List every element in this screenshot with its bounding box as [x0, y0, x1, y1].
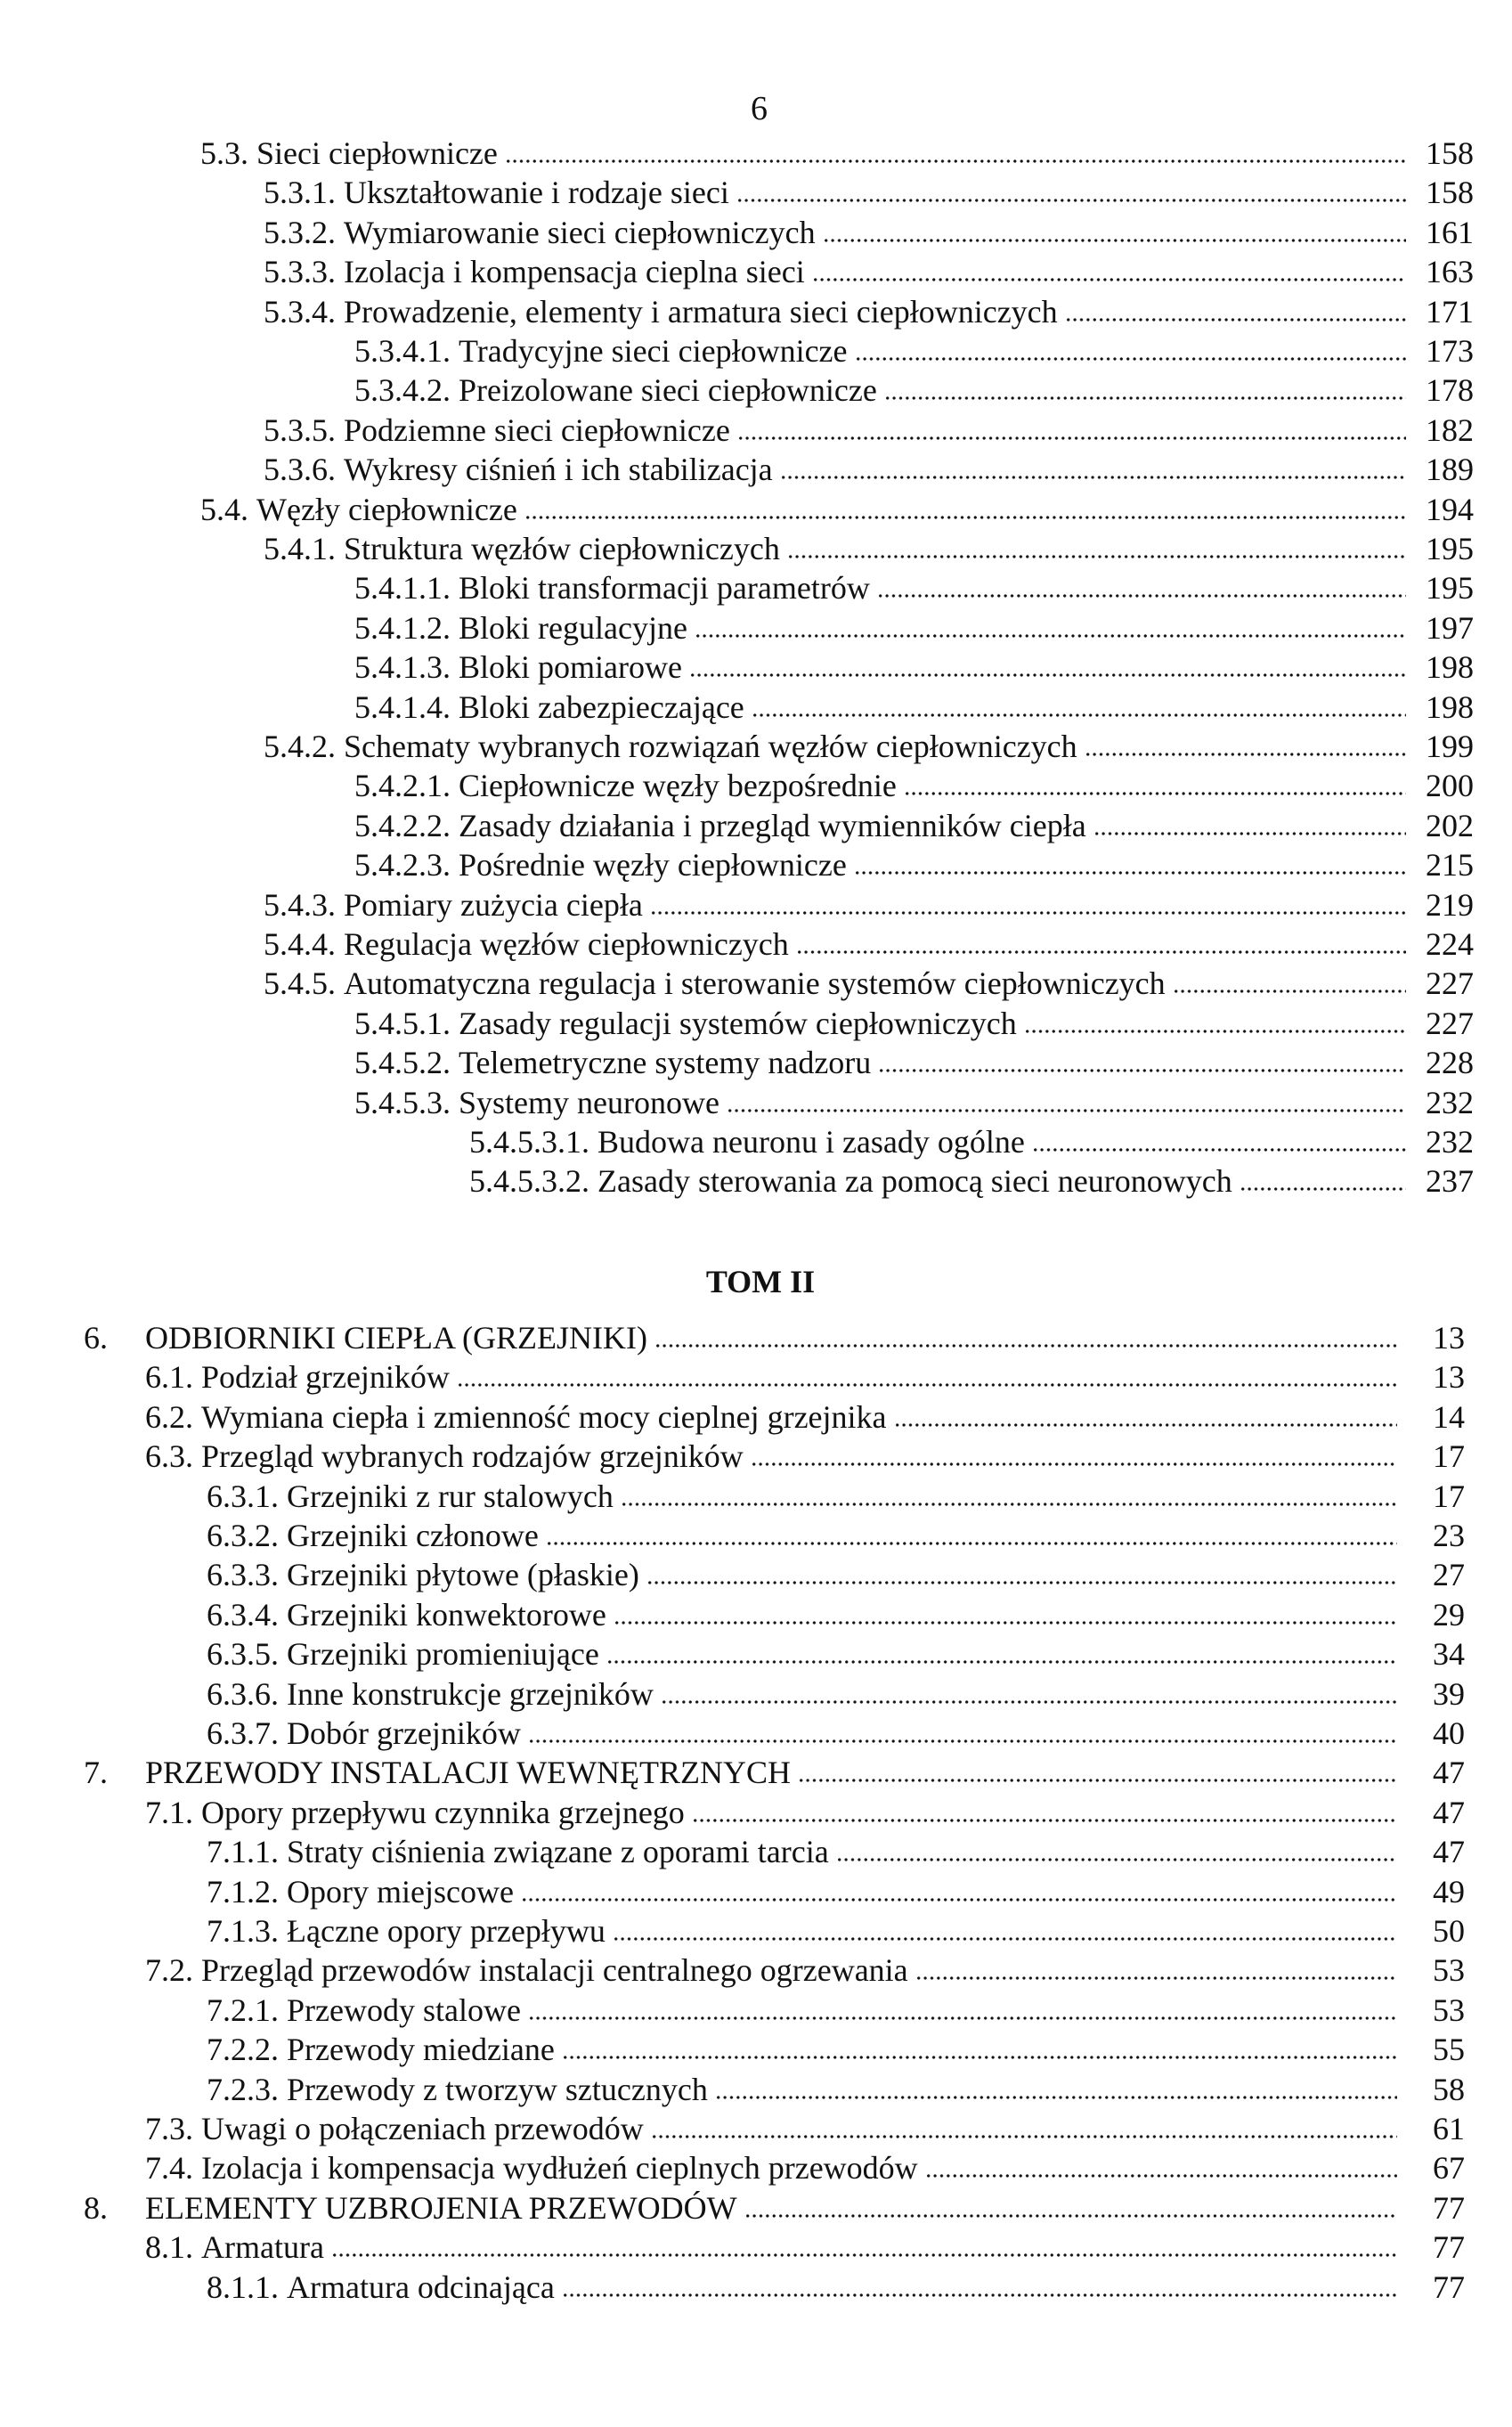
entry-title: PRZEWODY INSTALACJI WEWNĘTRZNYCH — [145, 1755, 792, 1791]
dot-leader — [528, 1994, 1397, 2021]
entry-title: Armatura — [201, 2229, 324, 2266]
toc-entry[interactable] — [145, 2109, 1465, 2148]
entry-title: Bloki transformacji parametrów — [459, 570, 870, 607]
entry-number: 5.4.1.2. — [354, 609, 451, 646]
entry-number: 6.3.1. — [207, 1478, 279, 1514]
toc-entry[interactable] — [264, 411, 1474, 450]
entry-number: 6.1. — [145, 1359, 193, 1396]
toc-entry[interactable] — [354, 806, 1474, 845]
entry-number: 7.2.1. — [207, 1991, 279, 2028]
entry-page: 47 — [1433, 1794, 1465, 1830]
toc-entry[interactable] — [84, 2188, 1465, 2227]
entry-number: 7.2. — [145, 1952, 193, 1989]
dot-leader — [651, 2113, 1397, 2139]
dot-leader — [855, 335, 1406, 362]
entry-page: 14 — [1433, 1398, 1465, 1435]
entry-title: Opory miejscowe — [287, 1873, 514, 1910]
dot-leader — [1085, 730, 1406, 757]
dot-leader — [727, 1087, 1406, 1113]
toc-entry[interactable] — [264, 924, 1474, 964]
dot-leader — [661, 1678, 1397, 1705]
dot-leader — [854, 849, 1406, 876]
dot-leader — [1024, 1007, 1406, 1034]
entry-number: 5.4.1. — [264, 531, 336, 566]
dot-leader — [1093, 810, 1406, 836]
entry-number: 7.1.3. — [207, 1913, 279, 1949]
entry-title: Wymiarowanie sieci ciepłowniczych — [344, 214, 816, 250]
dot-leader — [798, 1756, 1397, 1783]
toc-entry[interactable] — [354, 1004, 1474, 1043]
toc-entry[interactable] — [354, 845, 1474, 884]
entry-page: 61 — [1433, 2111, 1465, 2146]
toc-entry[interactable] — [207, 1516, 1465, 1555]
toc-entry[interactable] — [207, 1555, 1465, 1594]
entry-number: 5.3.4. — [264, 293, 336, 330]
entry-page: 232 — [1426, 1124, 1474, 1160]
toc-entry[interactable] — [145, 2227, 1465, 2267]
dot-leader — [884, 374, 1406, 401]
dot-leader — [646, 1559, 1397, 1585]
toc-entry[interactable] — [207, 1911, 1465, 1951]
entry-page: 29 — [1433, 1596, 1465, 1633]
entry-title: Podziemne sieci ciepłownicze — [344, 411, 730, 448]
entry-number: 7.2.3. — [207, 2071, 279, 2107]
entry-page: 161 — [1426, 214, 1474, 250]
toc-entry[interactable] — [207, 1991, 1465, 2030]
entry-page: 53 — [1433, 1991, 1465, 2028]
entry-number: 5.4.1.1. — [354, 570, 451, 607]
entry-page: 219 — [1426, 886, 1474, 923]
entry-title: Preizolowane sieci ciepłownicze — [459, 372, 877, 409]
entry-page: 224 — [1426, 926, 1474, 962]
entry-page: 173 — [1426, 333, 1474, 369]
toc-entry[interactable] — [264, 450, 1474, 489]
entry-number: 5.4.3. — [264, 886, 336, 923]
entry-page: 228 — [1426, 1045, 1474, 1081]
entry-page: 215 — [1426, 847, 1474, 884]
entry-title: Grzejniki konwektorowe — [287, 1596, 606, 1633]
entry-page: 198 — [1426, 688, 1474, 725]
entry-title: Przegląd przewodów instalacji centralnego ogrzewania — [201, 1952, 908, 1989]
entry-number: 6.3.6. — [207, 1675, 279, 1712]
entry-title: Pośrednie węzły ciepłownicze — [459, 847, 847, 884]
dot-leader — [823, 216, 1406, 243]
entry-title: Grzejniki promieniujące — [287, 1636, 599, 1673]
entry-title: Sieci ciepłownicze — [256, 135, 498, 171]
toc-entry[interactable] — [200, 490, 1474, 529]
entry-number: 5.4.1.3. — [354, 649, 451, 686]
toc-entry[interactable] — [207, 2268, 1465, 2307]
entry-title: Przewody miedziane — [287, 2032, 555, 2068]
entry-title: Budowa neuronu i zasady ogólne — [597, 1124, 1025, 1160]
entry-page: 194 — [1426, 491, 1474, 527]
entry-number: 5.3. — [200, 135, 248, 171]
entry-page: 182 — [1426, 411, 1474, 448]
entry-title: Bloki zabezpieczające — [459, 688, 744, 725]
page-number: 6 — [751, 90, 768, 127]
toc-entry[interactable] — [145, 1357, 1465, 1397]
entry-page: 17 — [1433, 1438, 1465, 1475]
entry-title: Izolacja i kompensacja cieplna sieci — [344, 254, 805, 290]
entry-page: 40 — [1433, 1715, 1465, 1751]
entry-page: 158 — [1426, 175, 1474, 211]
dot-leader — [606, 1638, 1397, 1665]
dot-leader — [737, 414, 1406, 441]
dot-leader — [689, 651, 1406, 678]
toc-entry[interactable] — [354, 371, 1474, 410]
entry-page: 27 — [1433, 1557, 1465, 1593]
dot-leader — [877, 572, 1406, 599]
dot-leader — [521, 1876, 1397, 1902]
entry-number: 5.4.5. — [264, 965, 336, 1002]
dot-leader — [812, 256, 1406, 282]
entry-title: ODBIORNIKI CIEPŁA (GRZEJNIKI) — [145, 1320, 647, 1356]
entry-title: Zasady regulacji systemów ciepłowniczych — [459, 1005, 1017, 1041]
dot-leader — [562, 2033, 1397, 2060]
entry-number: 6.3.5. — [207, 1636, 279, 1673]
dot-leader — [613, 1915, 1397, 1942]
entry-title: Grzejniki z rur stalowych — [287, 1478, 614, 1514]
entry-title: ELEMENTY UZBROJENIA PRZEWODÓW — [145, 2189, 737, 2226]
toc-entry[interactable] — [207, 1872, 1465, 1911]
entry-title: Przewody z tworzyw sztucznych — [287, 2071, 708, 2107]
entry-number: 7.1.1. — [207, 1834, 279, 1870]
entry-number: 6.3.2. — [207, 1518, 279, 1553]
entry-title: Przewody stalowe — [287, 1991, 521, 2028]
dot-leader — [915, 1954, 1397, 1981]
entry-title: Dobór grzejników — [287, 1715, 521, 1751]
entry-number: 5.4. — [200, 491, 248, 527]
toc-entry[interactable] — [84, 1753, 1465, 1792]
dot-leader — [505, 137, 1406, 164]
toc-entry[interactable] — [354, 647, 1474, 687]
entry-number: 6.2. — [145, 1398, 193, 1435]
entry-page: 199 — [1426, 729, 1474, 764]
entry-number: 5.4.2.3. — [354, 847, 451, 884]
dot-leader — [925, 2152, 1397, 2179]
entry-page: 227 — [1426, 1005, 1474, 1041]
entry-title: Przegląd wybranych rodzajów grzejników — [201, 1438, 744, 1475]
entry-number: 5.4.5.3. — [354, 1084, 451, 1120]
volume-heading: TOM II — [705, 1264, 816, 1299]
dot-leader — [562, 2271, 1397, 2298]
entry-page: 171 — [1426, 293, 1474, 330]
entry-number: 5.4.2.2. — [354, 807, 451, 843]
entry-number: 7.2.2. — [207, 2032, 279, 2068]
entry-page: 47 — [1433, 1834, 1465, 1870]
toc-entry[interactable] — [264, 885, 1474, 924]
entry-title: Zasady sterowania za pomocą sieci neuronowych — [597, 1163, 1232, 1200]
dot-leader — [457, 1361, 1397, 1388]
toc-entry[interactable] — [145, 1437, 1465, 1476]
toc-entry[interactable] — [354, 568, 1474, 607]
entry-page: 77 — [1433, 2268, 1465, 2305]
entry-page: 227 — [1426, 965, 1474, 1002]
toc-entry[interactable] — [207, 2030, 1465, 2069]
dot-leader — [695, 612, 1406, 639]
toc-entry[interactable] — [354, 766, 1474, 805]
dot-leader — [1173, 967, 1406, 994]
entry-page: 47 — [1433, 1755, 1465, 1791]
entry-title: Grzejniki płytowe (płaskie) — [287, 1557, 639, 1593]
entry-page: 13 — [1433, 1359, 1465, 1396]
entry-page: 58 — [1433, 2071, 1465, 2107]
toc-entry[interactable] — [145, 1951, 1465, 1990]
entry-page: 34 — [1433, 1636, 1465, 1673]
toc-entry[interactable] — [200, 134, 1474, 173]
entry-title: Wymiana ciepła i zmienność mocy cieplnej grzejnika — [201, 1398, 887, 1435]
toc-entry[interactable] — [264, 213, 1474, 252]
entry-title: Pomiary zużycia ciepła — [344, 886, 643, 923]
entry-page: 13 — [1433, 1320, 1465, 1356]
entry-title: Struktura węzłów ciepłowniczych — [344, 531, 780, 566]
entry-number: 8. — [84, 2189, 108, 2226]
entry-title: Armatura odcinająca — [287, 2268, 555, 2305]
dot-leader — [528, 1717, 1397, 1744]
entry-title: Inne konstrukcje grzejników — [287, 1675, 654, 1712]
entry-number: 5.3.5. — [264, 411, 336, 448]
entry-page: 200 — [1426, 768, 1474, 804]
dot-leader — [621, 1480, 1397, 1507]
entry-page: 23 — [1433, 1518, 1465, 1553]
entry-title: Telemetryczne systemy nadzoru — [459, 1045, 872, 1081]
entry-number: 5.4.2.1. — [354, 768, 451, 804]
entry-page: 197 — [1426, 609, 1474, 646]
entry-number: 5.3.4.2. — [354, 372, 451, 409]
toc-entry[interactable] — [264, 173, 1474, 212]
entry-page: 67 — [1433, 2150, 1465, 2187]
entry-title: Regulacja węzłów ciepłowniczych — [344, 926, 789, 962]
dot-leader — [715, 2073, 1397, 2100]
entry-number: 7.1. — [145, 1794, 193, 1830]
entry-page: 158 — [1426, 135, 1474, 171]
dot-leader — [894, 1401, 1397, 1428]
toc-entry[interactable] — [354, 608, 1474, 647]
toc-entry[interactable] — [264, 727, 1474, 766]
entry-number: 8.1. — [145, 2229, 193, 2266]
entry-page: 195 — [1426, 570, 1474, 607]
toc-entry[interactable] — [207, 1714, 1465, 1753]
entry-page: 232 — [1426, 1084, 1474, 1120]
entry-number: 5.4.5.3.1. — [469, 1124, 589, 1160]
toc-entry[interactable] — [145, 2148, 1465, 2187]
toc-entry[interactable] — [145, 1793, 1465, 1832]
entry-page: 189 — [1426, 452, 1474, 488]
entry-page: 163 — [1426, 254, 1474, 290]
entry-number: 7.3. — [145, 2111, 193, 2146]
entry-page: 77 — [1433, 2189, 1465, 2226]
dot-leader — [836, 1836, 1397, 1862]
entry-page: 53 — [1433, 1952, 1465, 1989]
toc-entry[interactable] — [469, 1122, 1474, 1161]
entry-page: 50 — [1433, 1913, 1465, 1949]
entry-page: 17 — [1433, 1478, 1465, 1514]
toc-entry[interactable] — [84, 1318, 1465, 1357]
toc-entry[interactable] — [207, 2070, 1465, 2109]
entry-title: Izolacja i kompensacja wydłużeń cieplnych przewodów — [201, 2150, 918, 2187]
entry-number: 5.3.4.1. — [354, 333, 451, 369]
toc-entry[interactable] — [207, 1832, 1465, 1871]
entry-number: 5.4.2. — [264, 729, 336, 764]
dot-leader — [524, 493, 1406, 520]
entry-title: Podział grzejników — [201, 1359, 450, 1396]
entry-page: 195 — [1426, 531, 1474, 566]
entry-number: 6.3. — [145, 1438, 193, 1475]
entry-page: 237 — [1426, 1163, 1474, 1200]
entry-page: 49 — [1433, 1873, 1465, 1910]
entry-number: 5.4.5.1. — [354, 1005, 451, 1041]
dot-leader — [1240, 1165, 1406, 1192]
dot-leader — [787, 533, 1406, 559]
toc-entry[interactable] — [207, 1634, 1465, 1674]
entry-title: Zasady działania i przegląd wymienników ciepła — [459, 807, 1086, 843]
toc-entry[interactable] — [207, 1477, 1465, 1516]
entry-number: 5.4.4. — [264, 926, 336, 962]
entry-number: 6.3.4. — [207, 1596, 279, 1633]
entry-title: Schematy wybranych rozwiązań węzłów ciepłowniczych — [344, 729, 1077, 764]
toc-entry[interactable] — [354, 688, 1474, 727]
dot-leader — [1032, 1126, 1406, 1152]
dot-leader — [878, 1047, 1406, 1073]
toc-entry[interactable] — [469, 1161, 1474, 1201]
dot-leader — [331, 2231, 1397, 2258]
dot-leader — [1065, 296, 1406, 322]
entry-title: Ukształtowanie i rodzaje sieci — [344, 175, 729, 211]
toc-entry[interactable] — [264, 964, 1474, 1003]
dot-leader — [614, 1599, 1397, 1625]
entry-number: 7. — [84, 1755, 108, 1791]
entry-number: 5.4.1.4. — [354, 688, 451, 725]
entry-page: 178 — [1426, 372, 1474, 409]
entry-title: Bloki regulacyjne — [459, 609, 687, 646]
entry-title: Wykresy ciśnień i ich stabilizacja — [344, 452, 773, 488]
entry-number: 8.1.1. — [207, 2268, 279, 2305]
entry-title: Ciepłownicze węzły bezpośrednie — [459, 768, 897, 804]
dot-leader — [546, 1519, 1397, 1546]
entry-number: 5.3.6. — [264, 452, 336, 488]
toc-entry[interactable] — [354, 331, 1474, 371]
entry-page: 55 — [1433, 2032, 1465, 2068]
entry-title: Uwagi o połączeniach przewodów — [201, 2111, 644, 2146]
dot-leader — [780, 453, 1406, 480]
entry-title: Węzły ciepłownicze — [256, 491, 517, 527]
dot-leader — [751, 1440, 1397, 1467]
toc-entry[interactable] — [145, 1397, 1465, 1437]
toc-entry[interactable] — [207, 1595, 1465, 1634]
entry-number: 5.4.5.2. — [354, 1045, 451, 1081]
entry-title: Tradycyjne sieci ciepłownicze — [459, 333, 848, 369]
dot-leader — [752, 691, 1406, 718]
entry-page: 77 — [1433, 2229, 1465, 2266]
toc-entry[interactable] — [354, 1083, 1474, 1122]
toc-entry[interactable] — [207, 1674, 1465, 1714]
entry-title: Prowadzenie, elementy i armatura sieci ciepłowniczych — [344, 293, 1058, 330]
entry-page: 202 — [1426, 807, 1474, 843]
toc-entry[interactable] — [264, 252, 1474, 291]
entry-number: 5.3.2. — [264, 214, 336, 250]
dot-leader — [692, 1796, 1397, 1823]
entry-number: 6.3.7. — [207, 1715, 279, 1751]
entry-number: 7.1.2. — [207, 1873, 279, 1910]
entry-title: Automatyczna regulacja i sterowanie systemów ciepłowniczych — [344, 965, 1166, 1002]
entry-title: Straty ciśnienia związane z oporami tarcia — [287, 1834, 829, 1870]
dot-leader — [796, 928, 1406, 955]
entry-number: 5.3.1. — [264, 175, 336, 211]
toc-entry[interactable] — [264, 529, 1474, 568]
dot-leader — [744, 2192, 1397, 2219]
entry-number: 7.4. — [145, 2150, 193, 2187]
dot-leader — [904, 770, 1406, 796]
dot-leader — [736, 176, 1406, 203]
dot-leader — [650, 889, 1406, 916]
entry-number: 5.4.5.3.2. — [469, 1163, 589, 1200]
entry-page: 198 — [1426, 649, 1474, 686]
toc-entry[interactable] — [354, 1043, 1474, 1082]
dot-leader — [654, 1322, 1397, 1348]
entry-number: 6.3.3. — [207, 1557, 279, 1593]
toc-entry[interactable] — [264, 292, 1474, 331]
entry-number: 6. — [84, 1320, 108, 1356]
entry-title: Łączne opory przepływu — [287, 1913, 606, 1949]
entry-title: Bloki pomiarowe — [459, 649, 682, 686]
entry-title: Grzejniki członowe — [287, 1518, 539, 1553]
entry-page: 39 — [1433, 1675, 1465, 1712]
entry-number: 5.3.3. — [264, 254, 336, 290]
entry-title: Opory przepływu czynnika grzejnego — [201, 1794, 685, 1830]
entry-title: Systemy neuronowe — [459, 1084, 719, 1120]
